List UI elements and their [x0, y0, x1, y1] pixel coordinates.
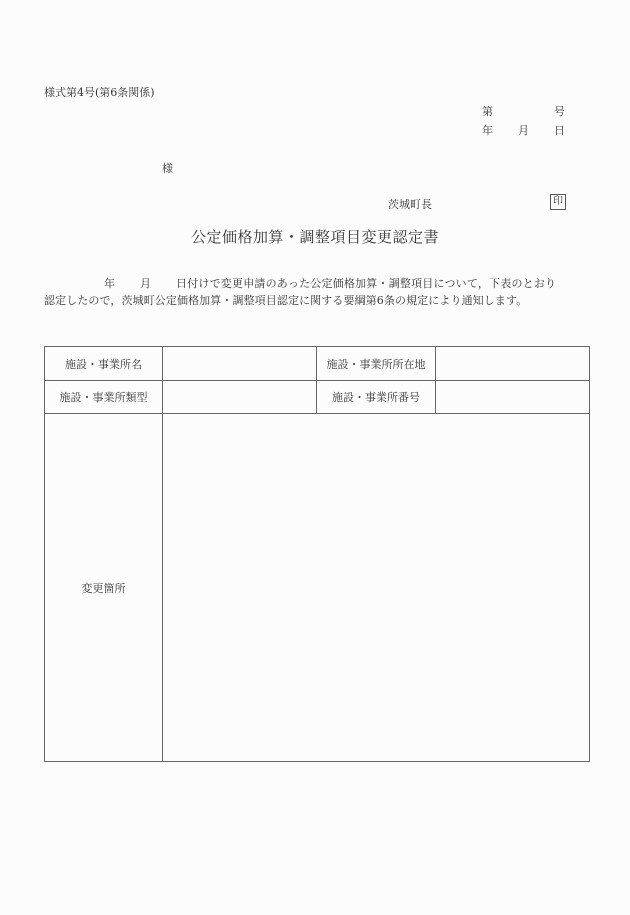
date-year: 年: [482, 124, 493, 137]
facility-location-field[interactable]: [436, 347, 590, 381]
facility-number-field[interactable]: [436, 381, 590, 414]
change-location-label: 変更箇所: [45, 414, 163, 762]
body-line1-text: 日付けで変更申請のあった公定価格加算・調整項目について，下表のとおり: [176, 277, 557, 290]
facility-number-label: 施設・事業所番号: [317, 381, 436, 414]
number-suffix: 号: [554, 105, 565, 118]
body-year: 年: [104, 277, 115, 290]
facility-type-field[interactable]: [163, 381, 317, 414]
change-location-field[interactable]: [163, 414, 590, 762]
addressee-suffix: 様: [162, 162, 173, 175]
form-id: 様式第4号(第6条関係): [44, 86, 155, 99]
details-table: [44, 346, 590, 762]
body-month: 月: [140, 277, 151, 290]
table-row: [45, 347, 590, 381]
number-prefix: 第: [482, 105, 493, 118]
facility-name-label: 施設・事業所名: [45, 347, 163, 381]
seal-icon: 印: [550, 194, 566, 210]
facility-name-field[interactable]: [163, 347, 317, 381]
facility-type-label: 施設・事業所類型: [45, 381, 163, 414]
table-row: [45, 381, 590, 414]
date-day: 日: [554, 124, 565, 137]
date-month: 月: [518, 124, 529, 137]
body-line2: 認定したので，茨城町公定価格加算・調整項目認定に関する要綱第6条の規定により通知します。: [44, 294, 528, 307]
document-title: 公定価格加算・調整項目変更認定書: [190, 228, 439, 246]
table-row: [45, 414, 590, 762]
facility-location-label: 施設・事業所所在地: [317, 347, 436, 381]
issuer: 茨城町長: [388, 198, 432, 211]
